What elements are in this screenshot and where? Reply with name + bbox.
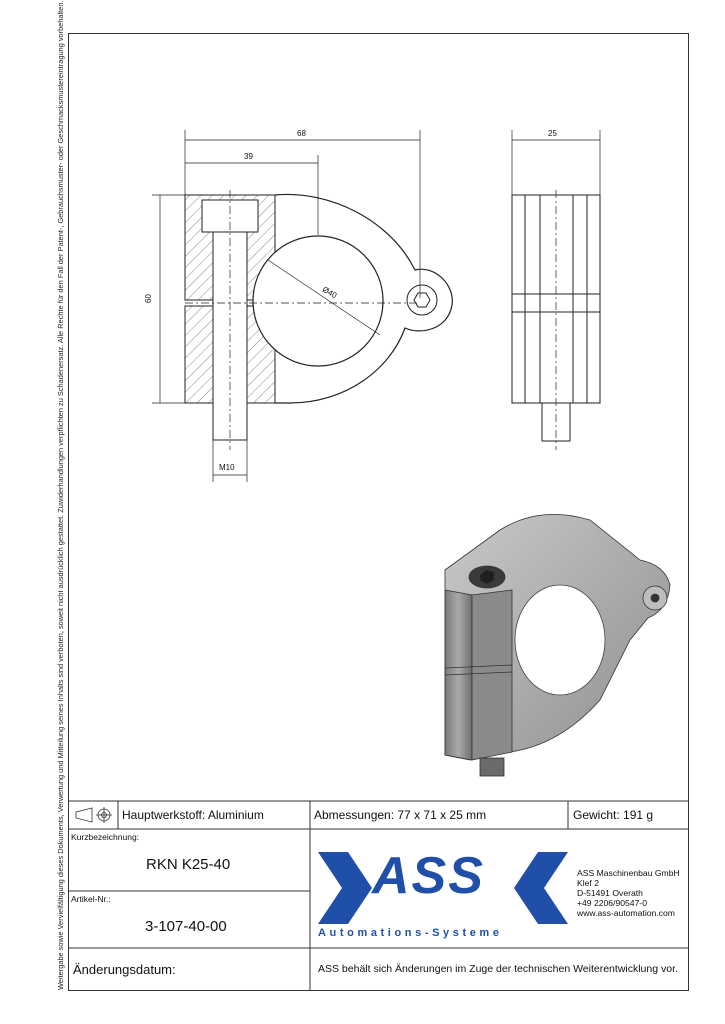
short-name-label: Kurzbezeichnung: — [71, 832, 140, 842]
logo-mark: ASS — [372, 847, 485, 905]
dim-height: 60 — [143, 294, 153, 303]
short-name-value: RKN K25-40 — [146, 856, 231, 873]
company-city: D-51491 Overath — [577, 888, 643, 898]
company-name: ASS Maschinenbau GmbH — [577, 868, 680, 878]
weight-label: Gewicht: 191 g — [573, 808, 654, 822]
article-label: Artikel-Nr.: — [71, 894, 111, 904]
dim-thread: M10 — [219, 463, 235, 472]
front-view — [185, 190, 452, 450]
logo-tagline: Automations-Systeme — [318, 927, 503, 939]
size-label: Abmessungen: 77 x 71 x 25 mm — [314, 808, 487, 822]
company-street: Klef 2 — [577, 878, 599, 888]
dim-bore: Ø40 — [320, 284, 339, 301]
change-note: ASS behält sich Änderungen im Zuge der technischen Weiterentwicklung vor. — [318, 963, 678, 975]
dim-width-total: 68 — [297, 129, 306, 138]
projection-symbol-icon — [76, 807, 112, 823]
company-address — [577, 868, 680, 918]
article-number: 3-107-40-00 — [145, 918, 227, 935]
side-view — [512, 190, 600, 450]
isometric-view — [445, 514, 670, 776]
material-label: Hauptwerkstoff: Aluminium — [122, 808, 264, 822]
company-web[interactable]: www.ass-automation.com — [577, 908, 675, 918]
dim-width-partial: 39 — [244, 152, 253, 161]
copyright-notice: Weitergabe sowie Vervielfältigung dieses Dokuments, Verwertung und Mitteilung seines Inhalts sind verboten, soweit nicht ausdrücklich gestattet. Zuwiderhandlungen verpflichten zu Schadenersatz. Alle Rechte für den Fall der Patent-, Gebrauchsmuster- oder Geschmacksmustereintragung vorbehalten. — [56, 0, 65, 990]
company-phone: +49 2206/90547-0 — [577, 898, 648, 908]
change-date-label: Änderungsdatum: — [73, 962, 176, 977]
dim-depth: 25 — [548, 129, 557, 138]
